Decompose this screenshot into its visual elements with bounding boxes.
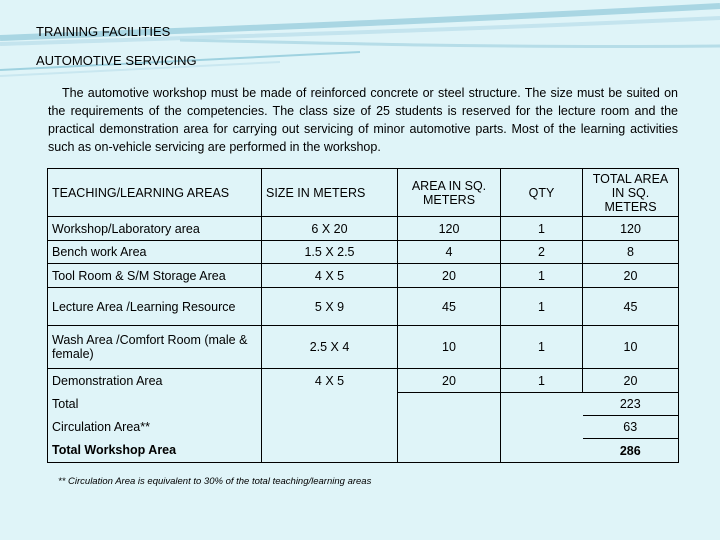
col-header-size: SIZE IN METERS (262, 169, 398, 217)
cell-sqm: 20 (398, 264, 501, 288)
cell-size: 4 X 5 (262, 369, 398, 393)
cell-sqm: 45 (398, 288, 501, 326)
col-header-areas: TEACHING/LEARNING AREAS (48, 169, 262, 217)
table-row (48, 264, 679, 288)
cell-size: 2.5 X 4 (262, 326, 398, 369)
cell-qty: 1 (501, 326, 583, 369)
table-row (48, 288, 679, 326)
summary-row-circulation (48, 416, 679, 439)
table-row (48, 217, 679, 241)
cell-qty: 1 (501, 369, 583, 393)
table-row (48, 369, 679, 393)
facilities-table (47, 168, 679, 463)
cell-area: Workshop/Laboratory area (48, 217, 262, 241)
table-header-row (48, 169, 679, 217)
decorative-swoosh (0, 0, 720, 80)
page-subtitle: AUTOMOTIVE SERVICING (36, 53, 197, 68)
cell-total: 20 (583, 369, 679, 393)
cell-sqm: 120 (398, 217, 501, 241)
cell-area: Bench work Area (48, 241, 262, 264)
summary-value: 286 (583, 439, 679, 463)
cell-size: 4 X 5 (262, 264, 398, 288)
page-title: TRAINING FACILITIES (36, 24, 171, 39)
cell-sqm: 20 (398, 369, 501, 393)
summary-row-workshop (48, 439, 679, 463)
cell-total: 10 (583, 326, 679, 369)
cell-area: Demonstration Area (48, 369, 262, 393)
summary-label: Total (48, 393, 262, 416)
cell-total: 8 (583, 241, 679, 264)
cell-sqm: 4 (398, 241, 501, 264)
cell-qty: 1 (501, 288, 583, 326)
cell-area: Wash Area /Comfort Room (male & female) (48, 326, 262, 369)
cell-size: 6 X 20 (262, 217, 398, 241)
cell-size: 5 X 9 (262, 288, 398, 326)
cell-qty: 1 (501, 264, 583, 288)
cell-total: 45 (583, 288, 679, 326)
intro-paragraph: The automotive workshop must be made of reinforced concrete or steel structure. The size must be suited on the requirements of the competencies. The class size of 25 students is reserved for the lecture room and the practical demonstration area for carrying out servicing of minor automotive parts. Most of the learning activities such as on-vehicle servicing are performed in the workshop. (48, 86, 678, 154)
table-row (48, 241, 679, 264)
summary-row-total (48, 393, 679, 416)
col-header-sqm: AREA IN SQ. METERS (398, 169, 501, 217)
table-row (48, 326, 679, 369)
cell-area: Tool Room & S/M Storage Area (48, 264, 262, 288)
summary-label: Total Workshop Area (48, 439, 262, 463)
summary-label: Circulation Area** (48, 416, 262, 439)
footnote: ** Circulation Area is equivalent to 30% of the total teaching/learning areas (58, 476, 372, 487)
cell-total: 20 (583, 264, 679, 288)
summary-value: 63 (583, 416, 679, 439)
cell-size: 1.5 X 2.5 (262, 241, 398, 264)
cell-qty: 1 (501, 217, 583, 241)
cell-qty: 2 (501, 241, 583, 264)
cell-sqm: 10 (398, 326, 501, 369)
summary-value: 223 (583, 393, 679, 416)
cell-area: Lecture Area /Learning Resource (48, 288, 262, 326)
col-header-total: TOTAL AREA IN SQ. METERS (583, 169, 679, 217)
col-header-qty: QTY (501, 169, 583, 217)
cell-total: 120 (583, 217, 679, 241)
